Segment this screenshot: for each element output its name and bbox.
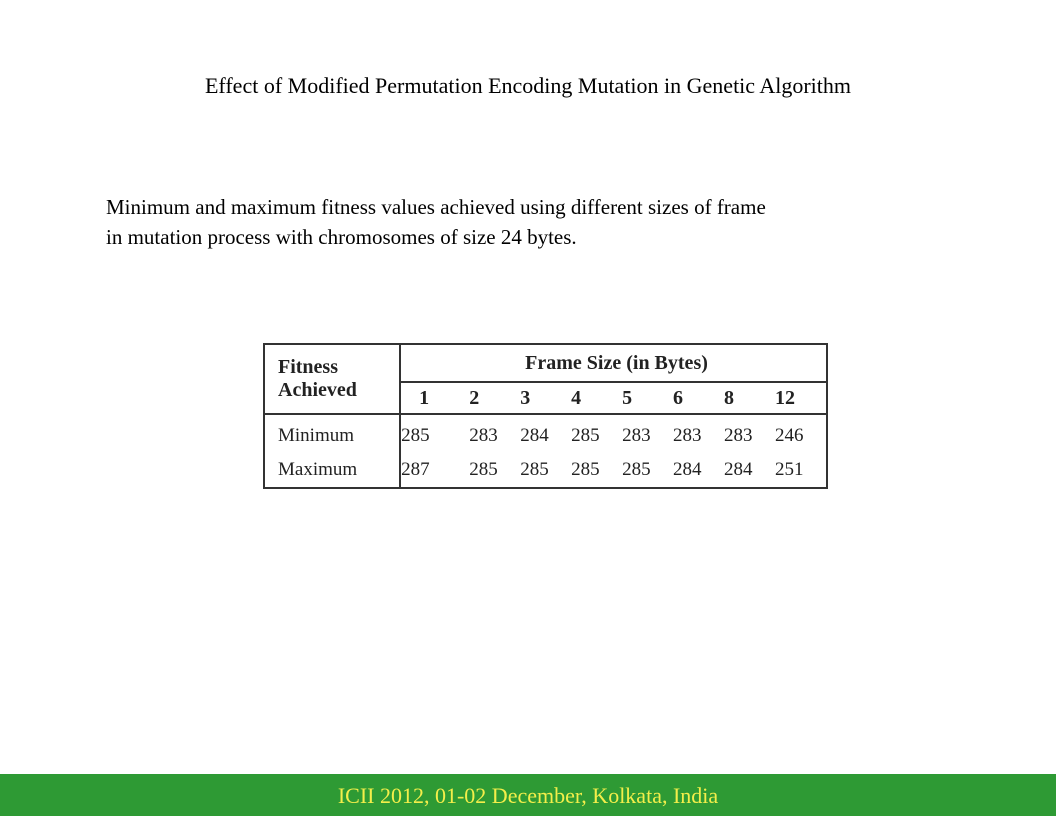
table-row-maximum (264, 453, 827, 488)
table-cell: 283 (622, 425, 651, 446)
table-cell: 285 (469, 459, 498, 480)
table-cell: 285 (520, 459, 549, 480)
frame-size-header: 8 (724, 382, 775, 414)
corner-header (264, 344, 400, 414)
frame-size-header: 3 (520, 382, 571, 414)
frame-size-group-header: Frame Size (in Bytes) (400, 344, 827, 382)
table-cell: 285 (571, 425, 600, 446)
caption-line-1: Minimum and maximum fitness values achieved using different sizes of frame (106, 195, 766, 219)
table-cell: 284 (673, 459, 702, 480)
table-cell: 285 (622, 459, 651, 480)
table-cell: 284 (724, 459, 753, 480)
row-label: Minimum (264, 414, 400, 453)
corner-header-line-1: Fitness (278, 356, 338, 378)
table-cell: 283 (469, 425, 498, 446)
frame-size-header: 12 (775, 382, 827, 414)
fitness-table-image (263, 343, 828, 481)
table-cell: 283 (724, 425, 753, 446)
row-label: Maximum (264, 453, 400, 488)
frame-size-header: 4 (571, 382, 622, 414)
table-cell: 285 (571, 459, 600, 480)
table-cell: 285 (401, 425, 430, 446)
table-cell: 283 (673, 425, 702, 446)
table-cell: 251 (774, 459, 804, 480)
footer-text: ICII 2012, 01-02 December, Kolkata, India (337, 783, 719, 808)
caption-line-2: in mutation process with chromosomes of size 24 bytes. (106, 225, 577, 249)
frame-size-header: 5 (622, 382, 673, 414)
fitness-table (263, 343, 828, 489)
table-cell: 287 (401, 459, 430, 480)
footer-bar (0, 774, 1056, 816)
table-cell: 284 (520, 425, 549, 446)
table-row-minimum (264, 414, 827, 453)
table-caption (106, 192, 986, 252)
frame-size-header: 1 (400, 382, 469, 414)
frame-size-header: 6 (673, 382, 724, 414)
slide-title: Effect of Modified Permutation Encoding Mutation in Genetic Algorithm (204, 73, 852, 98)
corner-header-line-2: Achieved (278, 379, 357, 401)
table-cell: 246 (774, 425, 804, 446)
frame-size-header: 2 (469, 382, 520, 414)
